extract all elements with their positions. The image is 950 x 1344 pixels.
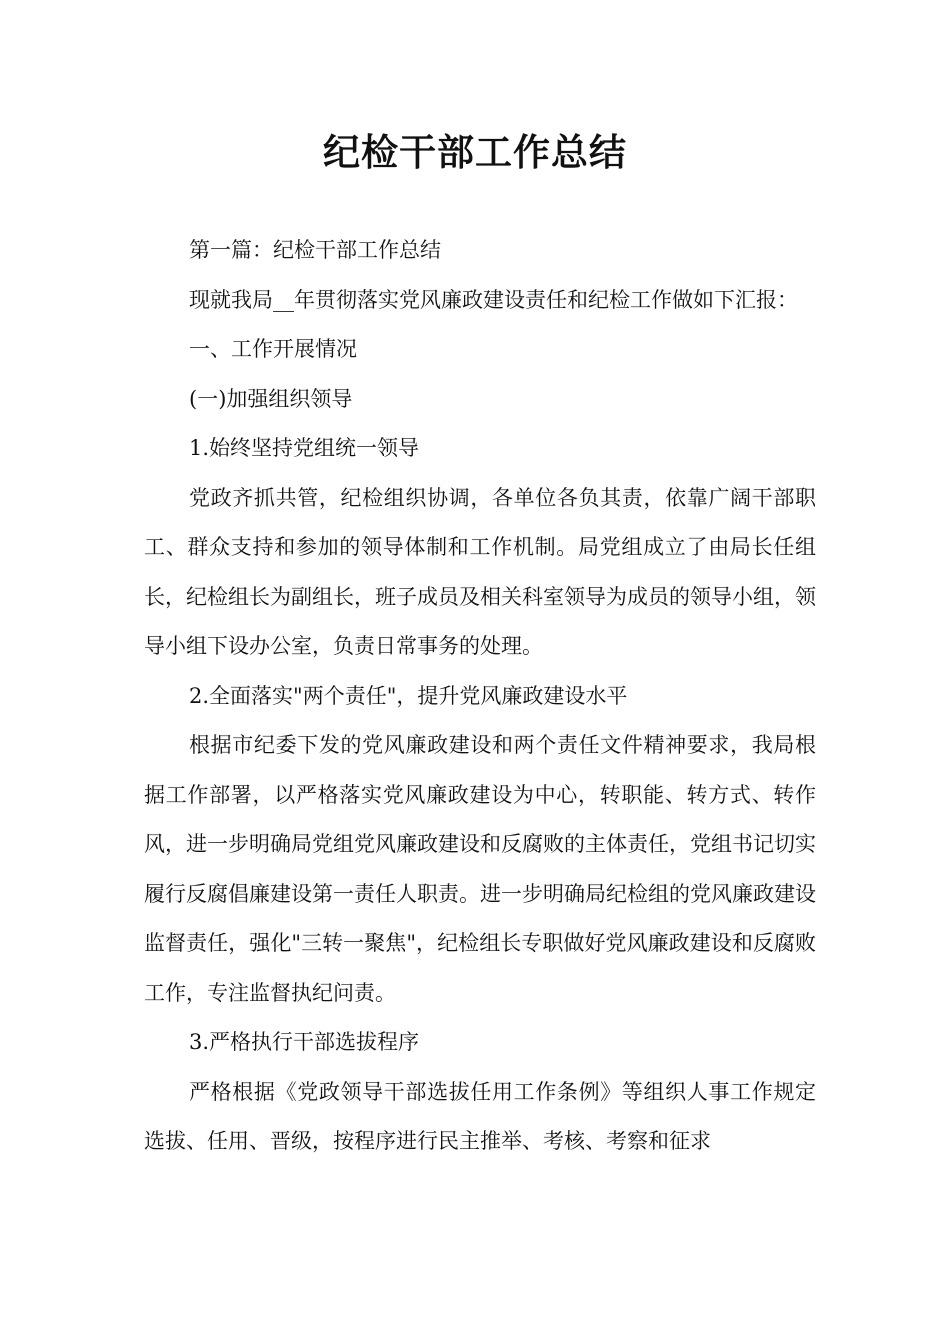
- body-paragraph: 党政齐抓共管，纪检组织协调，各单位各负其责，依靠广阔干部职工、群众支持和参加的领导体制和工作机制。局党组成立了由局长任组长，纪检组长为副组长，班子成员及相关科室领导为成员的领导小组，领导小组下设办公室，负责日常事务的处理。: [144, 485, 816, 658]
- item-heading: 2.全面落实"两个责任"，提升党风廉政建设水平: [189, 683, 628, 708]
- document-title: 纪检干部工作总结: [323, 131, 627, 174]
- section-heading: 第一篇：纪检干部工作总结: [189, 238, 441, 262]
- subsection-heading: (一)加强组织领导: [189, 386, 353, 411]
- item-heading: 1.始终坚持党组统一领导: [189, 436, 420, 460]
- body-paragraph: 根据市纪委下发的党风廉政建设和两个责任文件精神要求，我局根据工作部署，以严格落实党风廉政建设为中心，转职能、转方式、转作风，进一步明确局党组党风廉政建设和反腐败的主体责任，党组书记切实履行反腐倡廉建设第一责任人职责。进一步明确局纪检组的党风廉政建设监督责任，强化"三转一聚焦"，纪检组长专职做好党风廉政建设和反腐败工作，专注监督执纪问责。: [144, 733, 816, 1005]
- intro-paragraph: 现就我局__年贯彻落实党风廉政建设责任和纪检工作做如下汇报：: [189, 287, 798, 312]
- body-paragraph: 严格根据《党政领导干部选拔任用工作条例》等组织人事工作规定选拔、任用、晋级，按程序进行民主推举、考核、考察和征求: [144, 1079, 816, 1153]
- item-heading: 3.严格执行干部选拔程序: [189, 1030, 420, 1054]
- document-body: [144, 226, 816, 1167]
- section-heading: 一、工作开展情况: [189, 337, 357, 361]
